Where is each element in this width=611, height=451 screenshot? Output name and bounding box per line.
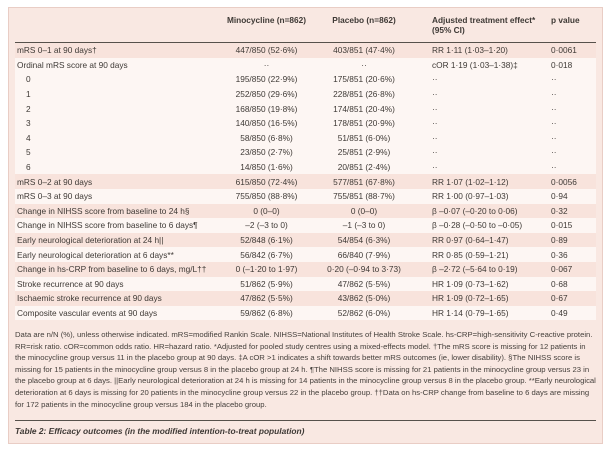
- cell-adjusted-treatment-effect: ··: [432, 162, 438, 173]
- table-footnote: Data are n/N (%), unless otherwise indicated. mRS=modified Rankin Scale. NIHSS=National Institutes of Health Stroke Scale. hs-CRP=high-sensitivity C-reactive protein. RR=risk ratio. cOR=common odds ratio. HR=hazard ratio. *Adjusted for pooled study centres using a mixed-effects model. †The mRS score is missing for 12 patients in the minocycline group versus 11 in the placebo group at 90 days. ‡A cOR >1 indicates a shift towards better mRS outcomes (ie, lower disability). §The NIHSS score is missing for 15 patients in the minocycline group versus 8 in the placebo group at 24 h. ¶The NIHSS score is missing for 21 patients in the minocycline group versus 23 in the placebo group at 6 days. ||Early neurological deterioration at 24 h is missing for 14 patients in the minocycline group versus 8 in the placebo group. **Early neurological deterioration at 6 days is missing for 20 patients in the minocycline group versus 22 in the placebo group. ††Data on hs-CRP change from baseline to 6 days are missing for 172 patients in the minocycline group versus 184 in the placebo group.: [15, 330, 596, 409]
- row-label: Early neurological deterioration at 6 days**: [17, 249, 174, 260]
- cell-placebo: 20/851 (2·4%): [337, 162, 391, 173]
- cell-adjusted-treatment-effect: β –2·72 (–5·64 to 0·19): [432, 264, 518, 275]
- row-label: Change in NIHSS score from baseline to 24 h§: [17, 205, 190, 216]
- cell-placebo: –1 (–3 to 0): [342, 220, 386, 231]
- cell-adjusted-treatment-effect: HR 1·09 (0·72–1·65): [432, 293, 509, 304]
- cell-minocycline: 447/850 (52·6%): [235, 45, 298, 56]
- cell-adjusted-treatment-effect: cOR 1·19 (1·03–1·38)‡: [432, 59, 518, 70]
- row-label: Early neurological deterioration at 24 h||: [17, 235, 164, 246]
- cell-adjusted-treatment-effect: RR 1·07 (1·02–1·12): [432, 176, 509, 187]
- efficacy-outcomes-table: [8, 7, 603, 444]
- cell-minocycline: 195/850 (22·9%): [235, 74, 298, 85]
- row-label: Change in hs-CRP from baseline to 6 days, mg/L††: [17, 264, 207, 275]
- table-row: [15, 101, 596, 116]
- cell-minocycline: 58/850 (6·8%): [240, 132, 293, 143]
- table-caption: Table 2: Efficacy outcomes (in the modified intention-to-treat population): [15, 426, 305, 436]
- table-row: [15, 189, 596, 204]
- table-row: [15, 145, 596, 160]
- cell-pvalue: ··: [551, 162, 557, 173]
- cell-minocycline: –2 (–3 to 0): [245, 220, 288, 231]
- column-header-placebo: Placebo (n=862): [332, 15, 396, 25]
- row-label: mRS 0–3 at 90 days: [17, 191, 93, 202]
- table-row: [15, 43, 596, 58]
- caption-rule: [15, 420, 596, 421]
- cell-placebo: 66/840 (7·9%): [337, 249, 391, 260]
- cell-placebo: 0 (0–0): [350, 205, 378, 216]
- cell-placebo: 25/851 (2·9%): [337, 147, 391, 158]
- cell-minocycline: 52/848 (6·1%): [240, 235, 293, 246]
- cell-minocycline: 0 (0–0): [253, 205, 280, 216]
- cell-pvalue: ··: [551, 132, 557, 143]
- cell-pvalue: ··: [551, 147, 557, 158]
- cell-placebo: 228/851 (26·8%): [333, 89, 395, 100]
- cell-minocycline: 615/850 (72·4%): [235, 176, 298, 187]
- table-row: [15, 204, 596, 219]
- cell-placebo: 51/851 (6·0%): [337, 132, 391, 143]
- row-label: 2: [26, 103, 31, 114]
- row-label: 6: [26, 162, 31, 173]
- cell-minocycline: 755/850 (88·8%): [235, 191, 298, 202]
- cell-pvalue: ··: [551, 118, 557, 129]
- cell-pvalue: 0·67: [551, 293, 568, 304]
- cell-pvalue: ··: [551, 89, 557, 100]
- cell-pvalue: 0·36: [551, 249, 568, 260]
- table-row: [15, 174, 596, 189]
- cell-pvalue: 0·0056: [551, 176, 577, 187]
- row-label: Change in NIHSS score from baseline to 6 days¶: [17, 220, 198, 231]
- cell-minocycline: 56/842 (6·7%): [240, 249, 293, 260]
- cell-pvalue: 0·018: [551, 59, 573, 70]
- column-header-effect-line1: Adjusted treatment effect*: [432, 15, 536, 25]
- table-row: [15, 277, 596, 292]
- cell-placebo: 47/862 (5·5%): [337, 278, 391, 289]
- row-label: Composite vascular events at 90 days: [17, 307, 158, 318]
- cell-pvalue: ··: [551, 74, 557, 85]
- cell-minocycline: 14/850 (1·6%): [240, 162, 293, 173]
- cell-placebo: 0·20 (–0·94 to 3·73): [327, 264, 401, 275]
- table-row: [15, 247, 596, 262]
- row-label: Ischaemic stroke recurrence at 90 days: [17, 293, 162, 304]
- table-row: [15, 306, 596, 321]
- cell-placebo: 43/862 (5·0%): [337, 293, 391, 304]
- column-header-minocycline: Minocycline (n=862): [226, 15, 307, 25]
- cell-placebo: 174/851 (20·4%): [333, 103, 395, 114]
- caption-block: [15, 420, 596, 443]
- cell-adjusted-treatment-effect: RR 1·00 (0·97–1·03): [432, 191, 509, 202]
- table-row: [15, 160, 596, 175]
- cell-pvalue: 0·68: [551, 278, 568, 289]
- table-body: [15, 43, 596, 320]
- cell-adjusted-treatment-effect: ··: [432, 74, 438, 85]
- table-row: [15, 58, 596, 73]
- row-label: 5: [26, 147, 31, 158]
- cell-adjusted-treatment-effect: ··: [432, 89, 438, 100]
- table-row: [15, 218, 596, 233]
- table-row: [15, 291, 596, 306]
- cell-placebo: 755/851 (88·7%): [333, 191, 395, 202]
- cell-adjusted-treatment-effect: ··: [432, 132, 438, 143]
- cell-placebo: 403/851 (47·4%): [333, 45, 395, 56]
- column-header-pvalue: p value: [551, 15, 580, 25]
- column-header-effect-line2: (95% CI): [432, 24, 465, 35]
- cell-pvalue: 0·94: [551, 191, 568, 202]
- cell-minocycline: 47/862 (5·5%): [240, 293, 293, 304]
- row-label: 3: [26, 118, 31, 129]
- cell-pvalue: 0·015: [551, 220, 573, 231]
- row-label: 4: [26, 132, 31, 143]
- row-label: mRS 0–1 at 90 days†: [17, 45, 97, 56]
- table-row: [15, 131, 596, 146]
- cell-minocycline: 140/850 (16·5%): [235, 118, 298, 129]
- cell-placebo: ··: [361, 59, 367, 70]
- row-label: Stroke recurrence at 90 days: [17, 278, 124, 289]
- table-header-row: [15, 8, 596, 42]
- table-row: [15, 262, 596, 277]
- cell-adjusted-treatment-effect: RR 1·11 (1·03–1·20): [432, 45, 508, 56]
- row-label: mRS 0–2 at 90 days: [17, 176, 93, 187]
- cell-pvalue: 0·067: [551, 264, 573, 275]
- cell-adjusted-treatment-effect: HR 1·09 (0·73–1·62): [432, 278, 509, 289]
- table-row: [15, 233, 596, 248]
- row-label: Ordinal mRS score at 90 days: [17, 59, 128, 70]
- cell-adjusted-treatment-effect: HR 1·14 (0·79–1·65): [432, 307, 509, 318]
- table-row: [15, 87, 596, 102]
- column-header-adjusted-treatment-effect: [414, 15, 536, 36]
- cell-placebo: 52/862 (6·0%): [337, 307, 391, 318]
- cell-placebo: 178/851 (20·9%): [333, 118, 395, 129]
- cell-adjusted-treatment-effect: β –0·07 (–0·20 to 0·06): [432, 205, 518, 216]
- cell-placebo: 577/851 (67·8%): [333, 176, 395, 187]
- cell-minocycline: 0 (–1·20 to 1·97): [235, 264, 298, 275]
- table-row: [15, 72, 596, 87]
- cell-minocycline: 51/862 (5·9%): [240, 278, 293, 289]
- cell-minocycline: 168/850 (19·8%): [235, 103, 298, 114]
- cell-pvalue: ··: [551, 103, 557, 114]
- cell-pvalue: 0·0061: [551, 45, 577, 56]
- cell-adjusted-treatment-effect: RR 0·85 (0·59–1·21): [432, 249, 509, 260]
- cell-placebo: 54/854 (6·3%): [337, 235, 391, 246]
- cell-minocycline: 252/850 (29·6%): [235, 89, 298, 100]
- cell-adjusted-treatment-effect: ··: [432, 103, 438, 114]
- cell-adjusted-treatment-effect: RR 0·97 (0·64–1·47): [432, 235, 509, 246]
- cell-adjusted-treatment-effect: β –0·28 (–0·50 to –0·05): [432, 220, 523, 231]
- cell-pvalue: 0·49: [551, 307, 568, 318]
- cell-adjusted-treatment-effect: ··: [432, 147, 438, 158]
- cell-pvalue: 0·89: [551, 235, 568, 246]
- cell-minocycline: 59/862 (6·8%): [240, 307, 293, 318]
- row-label: 1: [26, 89, 31, 100]
- cell-minocycline: 23/850 (2·7%): [240, 147, 293, 158]
- cell-placebo: 175/851 (20·6%): [333, 74, 395, 85]
- table-row: [15, 116, 596, 131]
- cell-minocycline: ··: [263, 59, 270, 70]
- cell-adjusted-treatment-effect: ··: [432, 118, 438, 129]
- row-label: 0: [26, 74, 31, 85]
- cell-pvalue: 0·32: [551, 205, 568, 216]
